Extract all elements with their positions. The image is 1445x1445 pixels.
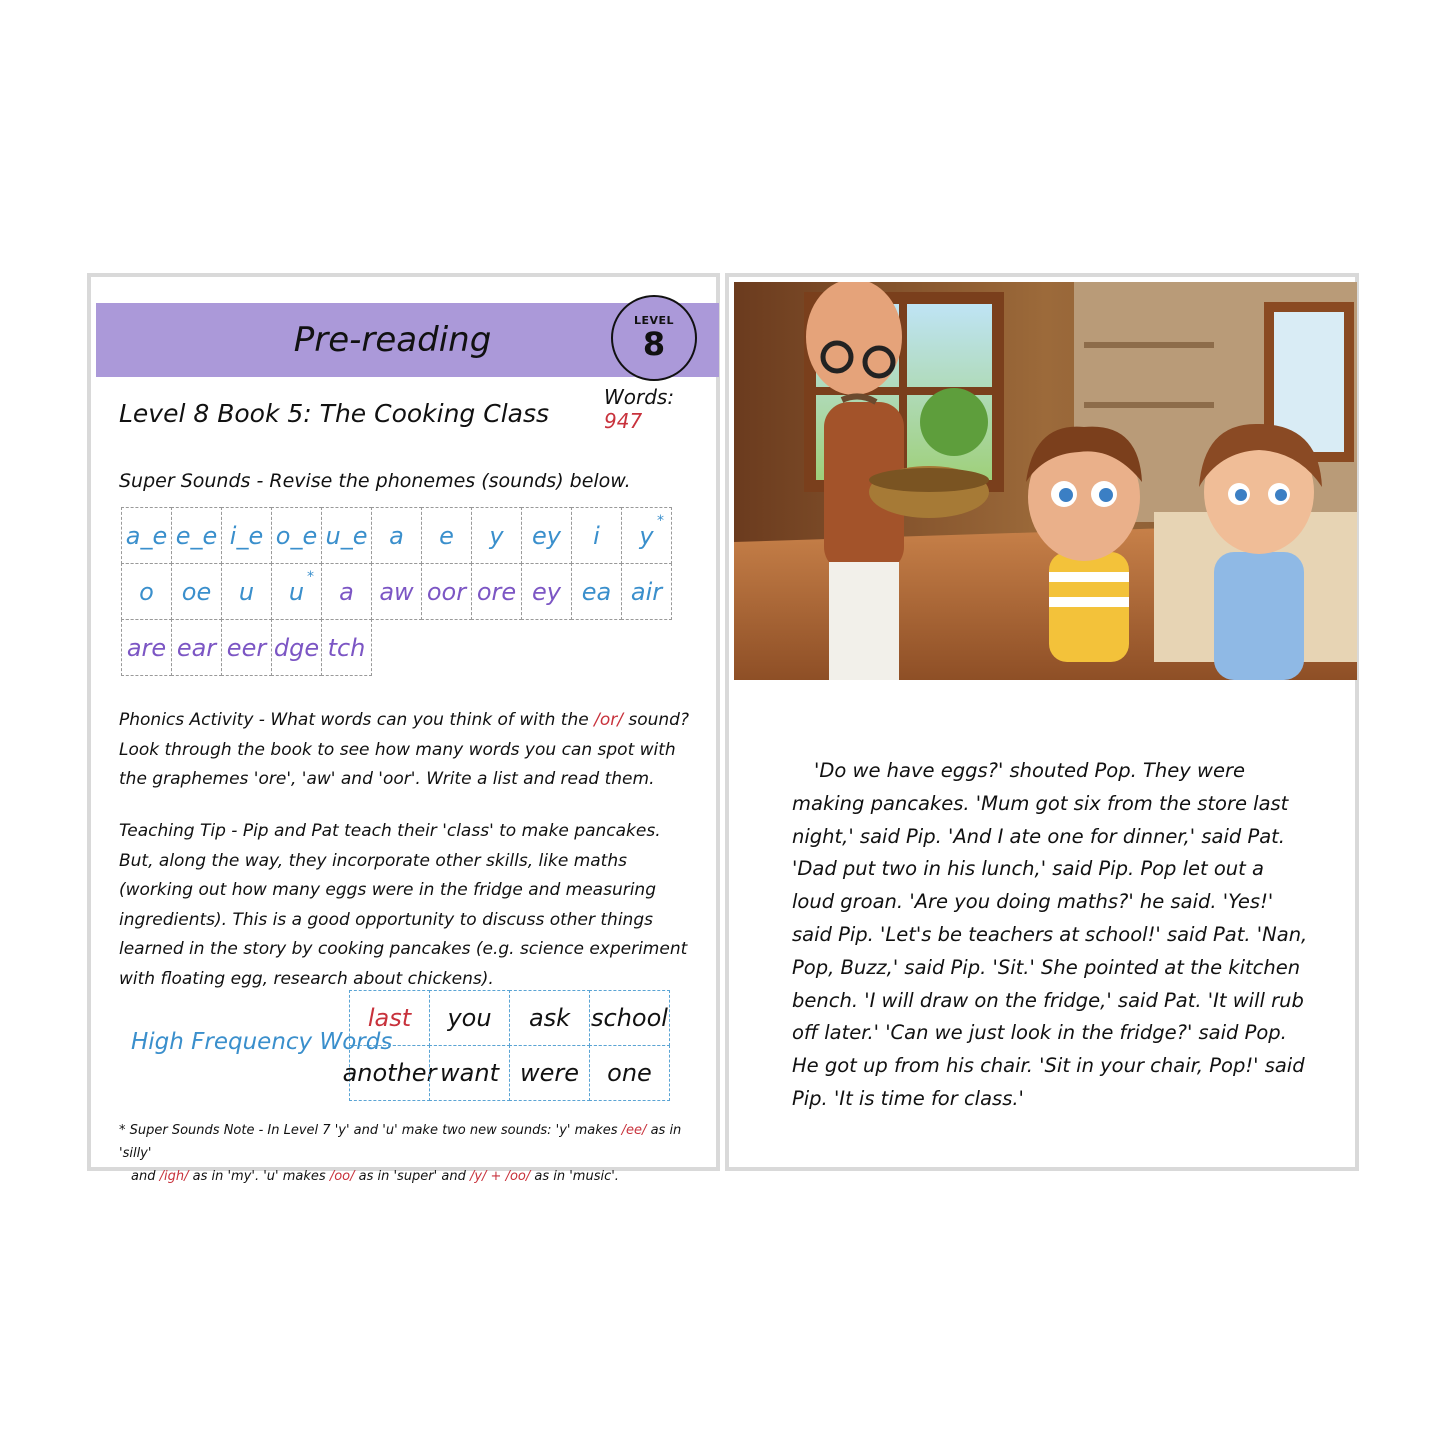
sound-cell — [371, 507, 422, 564]
sound-row — [121, 619, 671, 675]
sound-text: u — [238, 577, 255, 606]
level-number: 8 — [642, 325, 666, 363]
hfw-word: ask — [509, 990, 590, 1046]
sound-text: e — [439, 521, 454, 550]
sound-text: air — [630, 577, 663, 606]
right-page — [725, 273, 1359, 1171]
sound-text: oe — [181, 577, 212, 606]
sound-cell — [321, 619, 372, 676]
footnote-text: as in 'silly' — [119, 1123, 682, 1161]
book-title: Level 8 Book 5: The Cooking Class — [119, 399, 550, 428]
sound-text: a_e — [125, 521, 168, 550]
sound-cell — [371, 563, 422, 620]
left-page — [87, 273, 720, 1184]
footnote-text: as in 'music'. — [530, 1169, 619, 1184]
sound-text: y — [489, 521, 504, 550]
sound-cell — [171, 507, 222, 564]
sound-cell — [271, 619, 322, 676]
phonics-sound: /or/ — [594, 710, 623, 730]
story-text: 'Do we have eggs?' shouted Pop. They were making pancakes. 'Mum got six from the store last night,' said Pip. 'And I ate one for dinner,' said Pat. 'Dad put two in his lunch,' said Pip. Pop let out a loud groan. 'Are you doing maths?' he said. 'Yes!' said Pip. 'Let's be teachers at school!' said Pat. 'Nan, Pop, Buzz,' said Pip. 'Sit.' She pointed at the kitchen bench. 'I will draw on the fridge,' said Pat. 'It will rub off later.' 'Can we just look in the fridge?' said Pop. He got up from his chair. 'Sit in your chair, Pop!' said Pip. 'It is time for class.' — [792, 759, 1308, 1110]
footnote-text: as in 'my'. 'u' makes — [188, 1169, 330, 1184]
sound-cell — [321, 563, 372, 620]
sound-cell — [121, 563, 172, 620]
sound-cell — [221, 507, 272, 564]
footnote-text: and — [131, 1169, 160, 1184]
teaching-tip: Teaching Tip - Pip and Pat teach their 'class' to make pancakes. But, along the way, they incorporate other skills, like maths (working out how many eggs were in the fridge and measuring ingredients). This is a good opportunity to discuss other things learned in the story by cooking pancakes (e.g. science experiment with floating egg, research about chickens). — [119, 821, 688, 989]
hfw-word: want — [429, 1045, 510, 1101]
sound-cell — [271, 507, 322, 564]
words-number: 947 — [604, 409, 643, 433]
phonics-text-end: sound? Look through the book to see how many words you can spot with the graphemes 'ore', 'aw' and 'oor'. Write a list and read them. — [119, 710, 689, 789]
sound-cell — [521, 563, 572, 620]
hfw-word: another — [349, 1045, 430, 1101]
sound-cell — [171, 619, 222, 676]
sound-cell — [221, 563, 272, 620]
sound-cell — [521, 507, 572, 564]
sound-text: i_e — [229, 521, 264, 550]
hfw-word: were — [509, 1045, 590, 1101]
words-label: Words: — [604, 385, 675, 409]
sound-cell — [621, 507, 672, 564]
sound-text: aw — [379, 577, 414, 606]
phonics-text-start: Phonics Activity - What words can you think of with the — [119, 710, 595, 730]
sound-text: ore — [476, 577, 517, 606]
sound-cell — [471, 507, 522, 564]
hfw-label: High Frequency Words — [131, 1029, 393, 1055]
footnote-sound: /y/ + /oo/ — [469, 1169, 531, 1184]
sound-text: ear — [176, 633, 217, 662]
sound-text: ea — [581, 577, 612, 606]
sound-cell — [121, 619, 172, 676]
sound-cell — [171, 563, 222, 620]
sound-text: e_e — [175, 521, 218, 550]
hfw-row — [342, 1045, 669, 1100]
hfw-grid — [342, 990, 669, 1100]
footnote-sound: /oo/ — [329, 1169, 355, 1184]
sound-text: o_e — [275, 521, 318, 550]
sound-text: a — [389, 521, 404, 550]
sound-cell — [421, 563, 472, 620]
sound-row — [121, 563, 671, 619]
sound-text: oor — [426, 577, 467, 606]
star-marker: * — [307, 569, 314, 585]
sound-cell — [221, 619, 272, 676]
word-count — [604, 385, 716, 433]
footnote-text: as in 'super' and — [354, 1169, 470, 1184]
sound-text: u_e — [325, 521, 368, 550]
footnote-text: * Super Sounds Note - In Level 7 'y' and 'u' make two new sounds: 'y' makes — [119, 1123, 622, 1138]
footnote-sound: /ee/ — [621, 1123, 647, 1138]
super-sounds-footnote — [119, 1119, 709, 1188]
hfw-word: last — [349, 990, 430, 1046]
sound-text: tch — [327, 633, 366, 662]
hfw-word: one — [589, 1045, 670, 1101]
header-title: Pre-reading — [293, 320, 492, 360]
sound-text: dge — [273, 633, 320, 662]
level-label: LEVEL — [633, 314, 675, 327]
sound-cell — [621, 563, 672, 620]
sound-text: are — [126, 633, 167, 662]
sound-cell — [471, 563, 522, 620]
sound-text: u — [288, 577, 305, 606]
footnote-line-2 — [119, 1165, 709, 1188]
sound-text: i — [593, 521, 600, 550]
sound-cell — [421, 507, 472, 564]
sound-text: a — [339, 577, 354, 606]
sound-row — [121, 507, 671, 563]
sound-cell — [271, 563, 322, 620]
kitchen-scene-illustration — [734, 282, 1357, 680]
sound-text: y — [639, 521, 654, 550]
hfw-word: you — [429, 990, 510, 1046]
level-badge — [611, 295, 697, 381]
star-marker: * — [657, 513, 664, 529]
footnote-sound: /igh/ — [159, 1169, 189, 1184]
hfw-word: school — [589, 990, 670, 1046]
sound-text: eer — [226, 633, 267, 662]
sound-cell — [321, 507, 372, 564]
phonics-activity — [119, 706, 694, 795]
super-sounds-grid — [121, 507, 671, 675]
sound-cell — [571, 563, 622, 620]
sound-cell — [121, 507, 172, 564]
sound-text: ey — [532, 577, 561, 606]
hfw-row — [349, 990, 669, 1045]
sound-cell — [571, 507, 622, 564]
footnote-line-1 — [119, 1119, 709, 1165]
sound-text: o — [139, 577, 154, 606]
sound-text: ey — [532, 521, 561, 550]
super-sounds-heading: Super Sounds - Revise the phonemes (sounds) below. — [119, 470, 631, 492]
